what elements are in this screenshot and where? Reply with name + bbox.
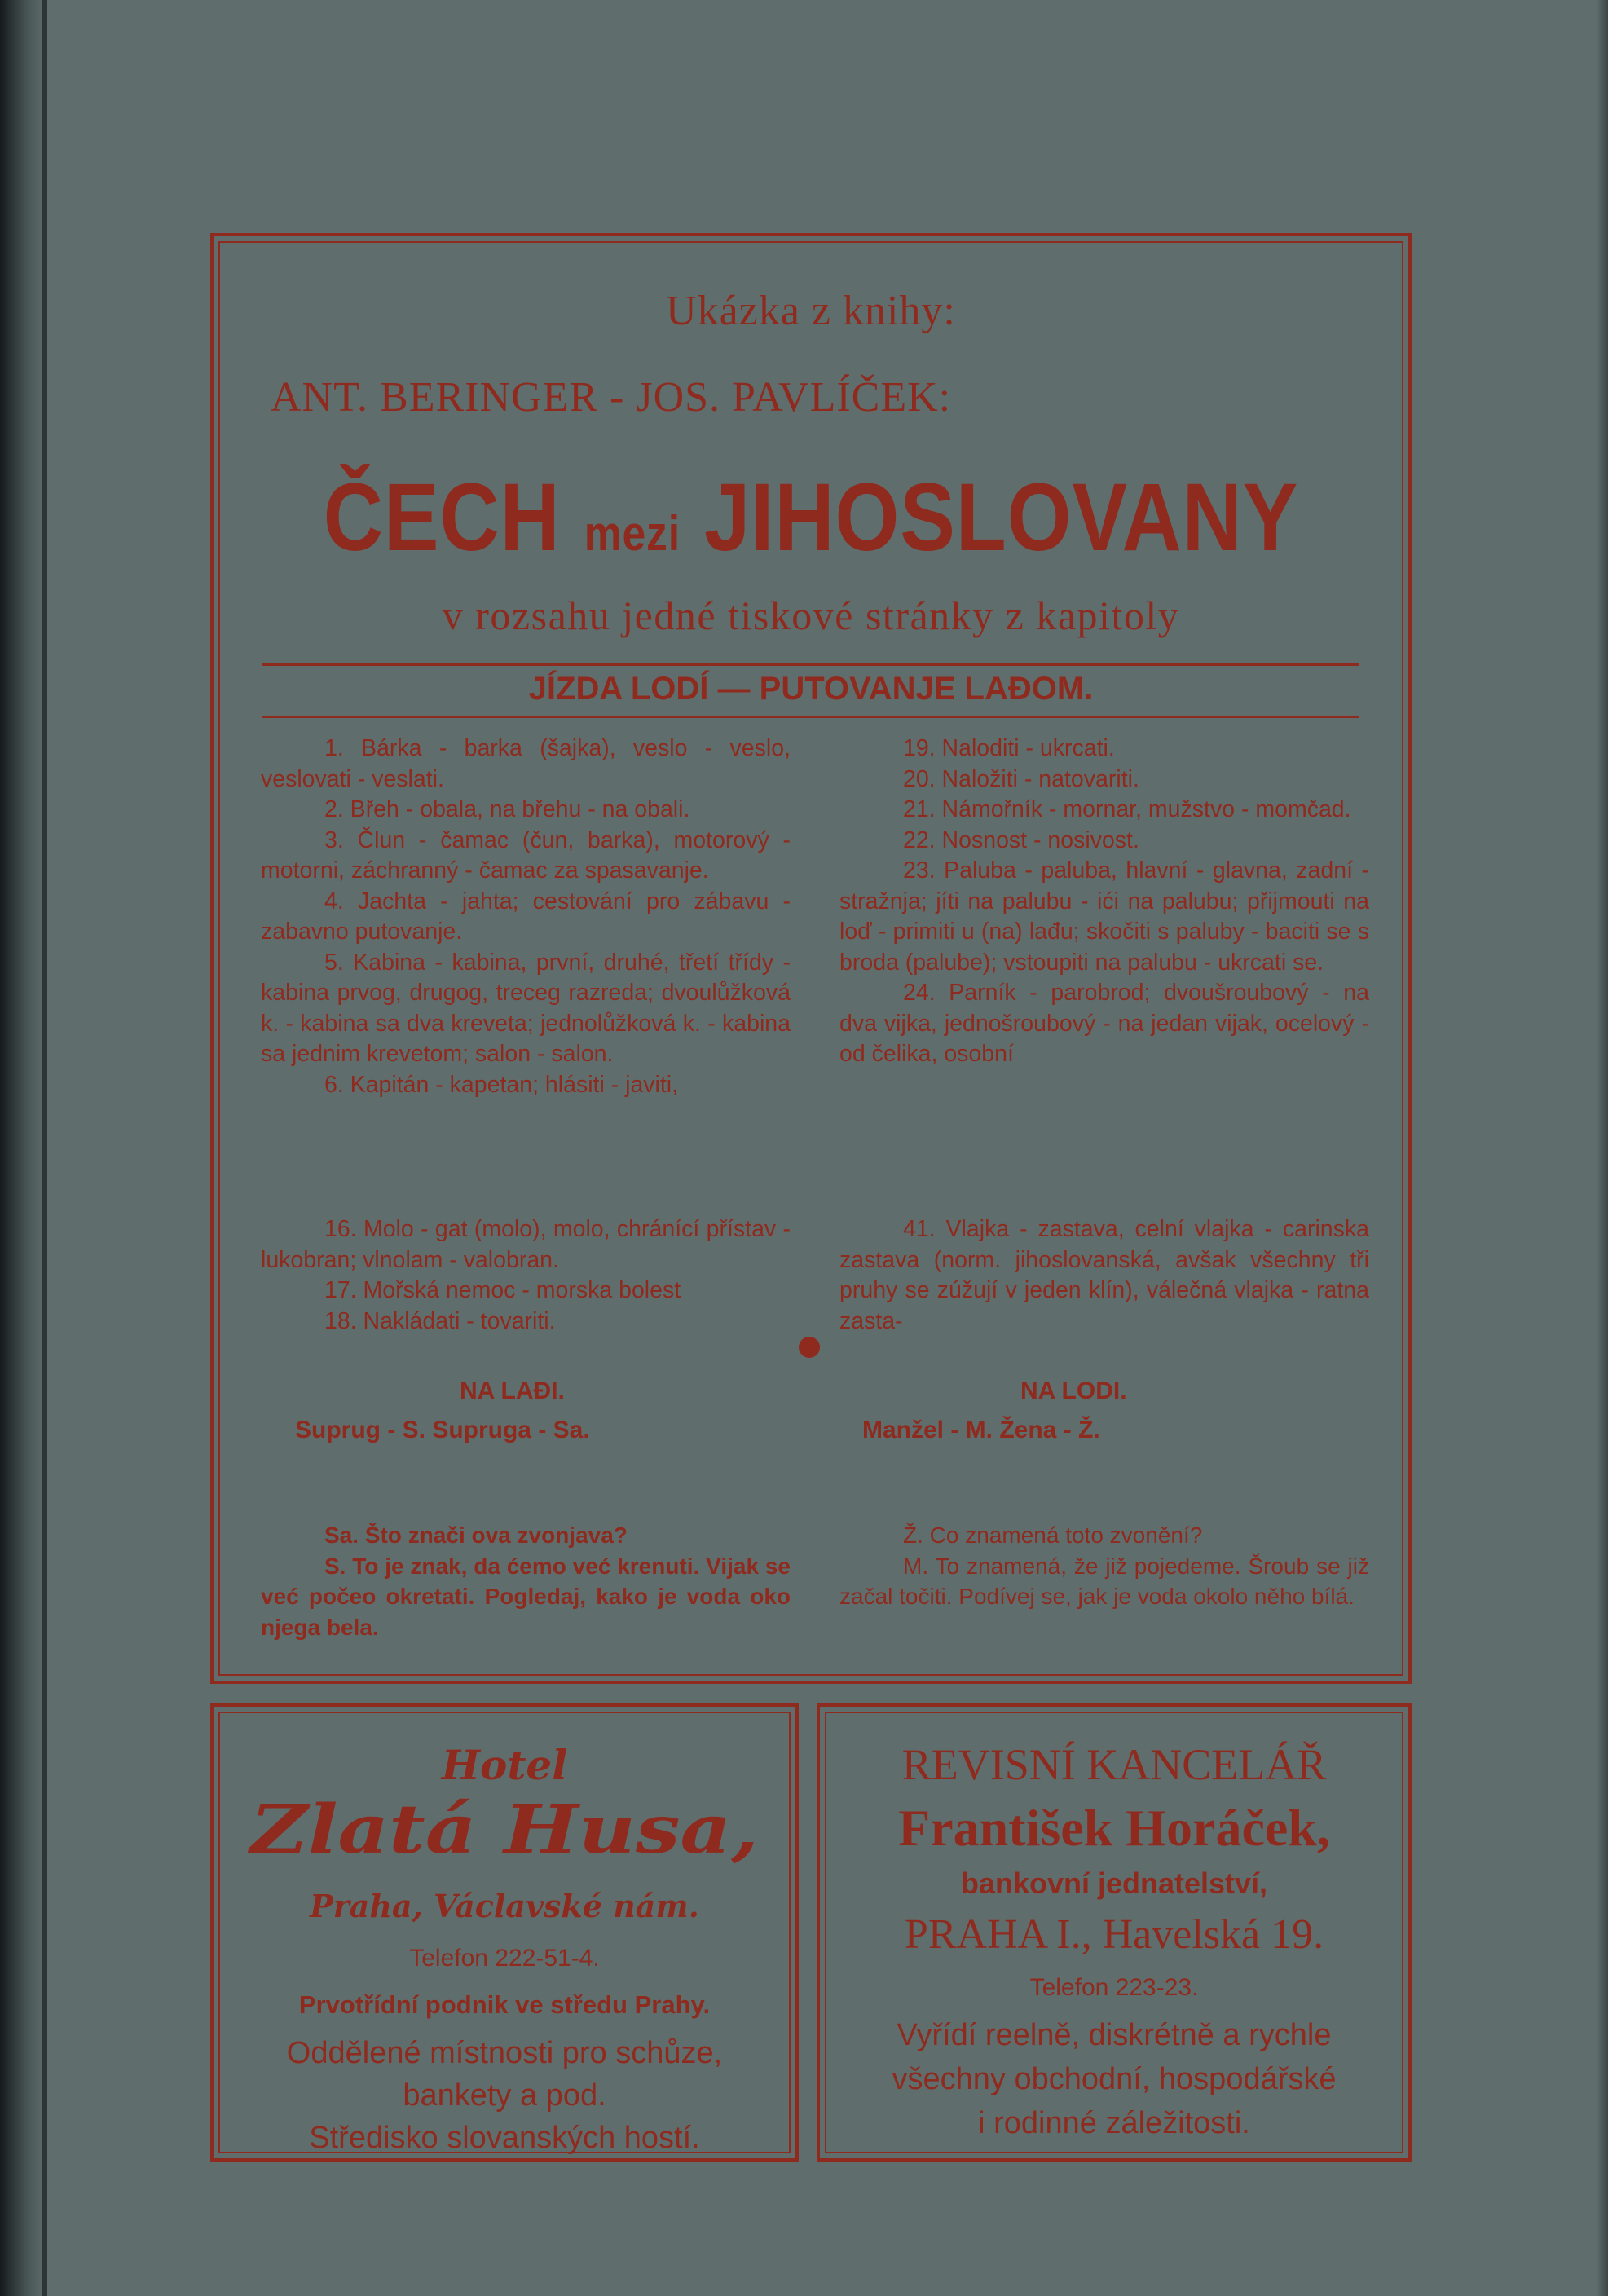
dialog-cast-right: Manžel - M. Žena - Ž. xyxy=(862,1417,1100,1443)
hotel-line-2: Oddělené místnosti pro schůze, xyxy=(286,2036,723,2070)
vocab-entry: 5. Kabina - kabina, první, druhé, třetí třídy - kabina prvog, drugog, treceg razreda; dvoulůžková k. - kabina sa dva kreveta; jednolůžková k. - kabina sa jednim krevetom; salon - salon. xyxy=(261,949,791,1067)
page-edge xyxy=(1597,0,1608,2296)
separator-dot xyxy=(799,1337,820,1358)
office-advert xyxy=(817,1703,1412,2162)
title-part-3: JIHOSLOVANY xyxy=(703,464,1299,571)
vocab-column-left xyxy=(261,734,791,1100)
dialog-heading-left: NA LAĐI. xyxy=(460,1377,565,1404)
vocab-entry: 22. Nosnost - nosivost. xyxy=(903,826,1139,853)
divider-bottom xyxy=(262,716,1359,718)
vocab-column-right xyxy=(839,734,1369,1070)
dialog-line: S. To je znak, da ćemo već krenuti. Vijak se već počeo okretati. Pogledaj, kako je voda oko njega bela. xyxy=(261,1553,791,1640)
office-line-1: Vyřídí reelně, diskrétně a rychle xyxy=(897,2018,1332,2052)
vocab-entry: 4. Jachta - jahta; cestování pro zábavu - zabavno putovanje. xyxy=(261,888,791,945)
book-sample-box xyxy=(210,233,1412,1684)
book-binding-edge xyxy=(0,0,47,2296)
office-line-3: i rodinné záležitosti. xyxy=(978,2106,1250,2140)
hotel-label: Hotel xyxy=(441,1741,568,1789)
dialog-cast-left: Suprug - S. Supruga - Sa. xyxy=(295,1417,590,1443)
hotel-address: Praha, Václavské nám. xyxy=(310,1888,699,1924)
vocab-entry: 24. Parník - parobrod; dvoušroubový - na dva vijka, jednošroubový - na jedan vijak, ocelový - od čelika, osobní xyxy=(839,980,1369,1067)
sample-intro: Ukázka z knihy: xyxy=(666,288,956,334)
dialog-left xyxy=(261,1520,791,1642)
chapter-heading: JÍZDA LODÍ — PUTOVANJE LAĐOM. xyxy=(528,671,1094,707)
vocab-entry: 17. Mořská nemoc - morska bolest xyxy=(324,1277,681,1303)
title-part-2: mezi xyxy=(584,506,681,561)
office-phone: Telefon 223-23. xyxy=(1029,1974,1199,2001)
dialog-line: M. To znamená, že již pojedeme. Šroub se již začal točiti. Podívej se, jak je voda okolo něho bílá. xyxy=(839,1553,1369,1609)
vocab-entry: 18. Nakládati - tovariti. xyxy=(324,1307,556,1334)
book-title xyxy=(297,464,1325,571)
office-address: PRAHA I., Havelská 19. xyxy=(904,1911,1324,1958)
hotel-line-4: Středisko slovanských hostí. xyxy=(309,2121,700,2155)
vocab-entry: 3. Člun - čamac (čun, barka), motorový - motorni, záchranný - čamac za spasavanje. xyxy=(261,826,791,884)
office-heading: REVISNÍ KANCELÁŘ xyxy=(901,1740,1327,1789)
vocab-entry: 41. Vlajka - zastava, celní vlajka - carinska zastava (norm. jihoslovanská, avšak všechny tři pruhy se zúžují v jeden klín), válečná vlajka - ratna zasta- xyxy=(839,1216,1369,1334)
title-part-1: ČECH xyxy=(323,464,561,571)
hotel-line-1: Prvotřídní podnik ve středu Prahy. xyxy=(298,1990,711,2019)
book-subtitle: v rozsahu jedné tiskové stránky z kapitoly xyxy=(442,593,1180,638)
vocab-column-right-2 xyxy=(839,1214,1369,1337)
book-authors: ANT. BERINGER - JOS. PAVLÍČEK: xyxy=(271,374,952,421)
vocab-entry: 1. Bárka - barka (šajka), veslo - veslo, veslovati - veslati. xyxy=(261,735,791,792)
dialog-heading-right: NA LODI. xyxy=(1020,1377,1127,1404)
binding-shadow xyxy=(42,0,47,2296)
vocab-column-left-2 xyxy=(261,1214,791,1337)
hotel-line-3: bankety a pod. xyxy=(403,2078,606,2113)
vocab-entry: 21. Námořník - mornar, mužstvo - momčad. xyxy=(903,796,1351,822)
vocab-entry: 2. Břeh - obala, na břehu - na obali. xyxy=(324,796,690,822)
vocab-entry: 23. Paluba - paluba, hlavní - glavna, zadní - stražnja; jíti na palubu - ići na palubu; přijmouti na loď - primiti u (na) lađu; skočiti s paluby - baciti se s broda (palube); vstoupiti na palubu - ukrcati se. xyxy=(839,857,1369,976)
hotel-name: Zlatá Husa, xyxy=(250,1791,759,1869)
vocab-entry: 6. Kapitán - kapetan; hlásiti - javiti, xyxy=(324,1071,679,1098)
office-line-2: všechny obchodní, hospodářské xyxy=(892,2062,1337,2096)
dialog-line: Sa. Što znači ova zvonjava? xyxy=(324,1523,628,1548)
office-owner: František Horáček, xyxy=(898,1799,1330,1857)
hotel-phone: Telefon 222-51-4. xyxy=(409,1945,600,1972)
office-business: bankovní jednatelství, xyxy=(960,1866,1268,1900)
vocab-entry: 20. Naložiti - natovariti. xyxy=(903,765,1139,792)
vocab-entry: 19. Naloditi - ukrcati. xyxy=(903,735,1115,761)
divider-top xyxy=(262,663,1359,666)
vocab-entry: 16. Molo - gat (molo), molo, chránící přístav - lukobran; vlnolam - valobran. xyxy=(261,1216,791,1273)
dialog-line: Ž. Co znamená toto zvonění? xyxy=(903,1523,1203,1548)
dialog-right xyxy=(839,1520,1369,1612)
hotel-advert xyxy=(210,1703,799,2162)
